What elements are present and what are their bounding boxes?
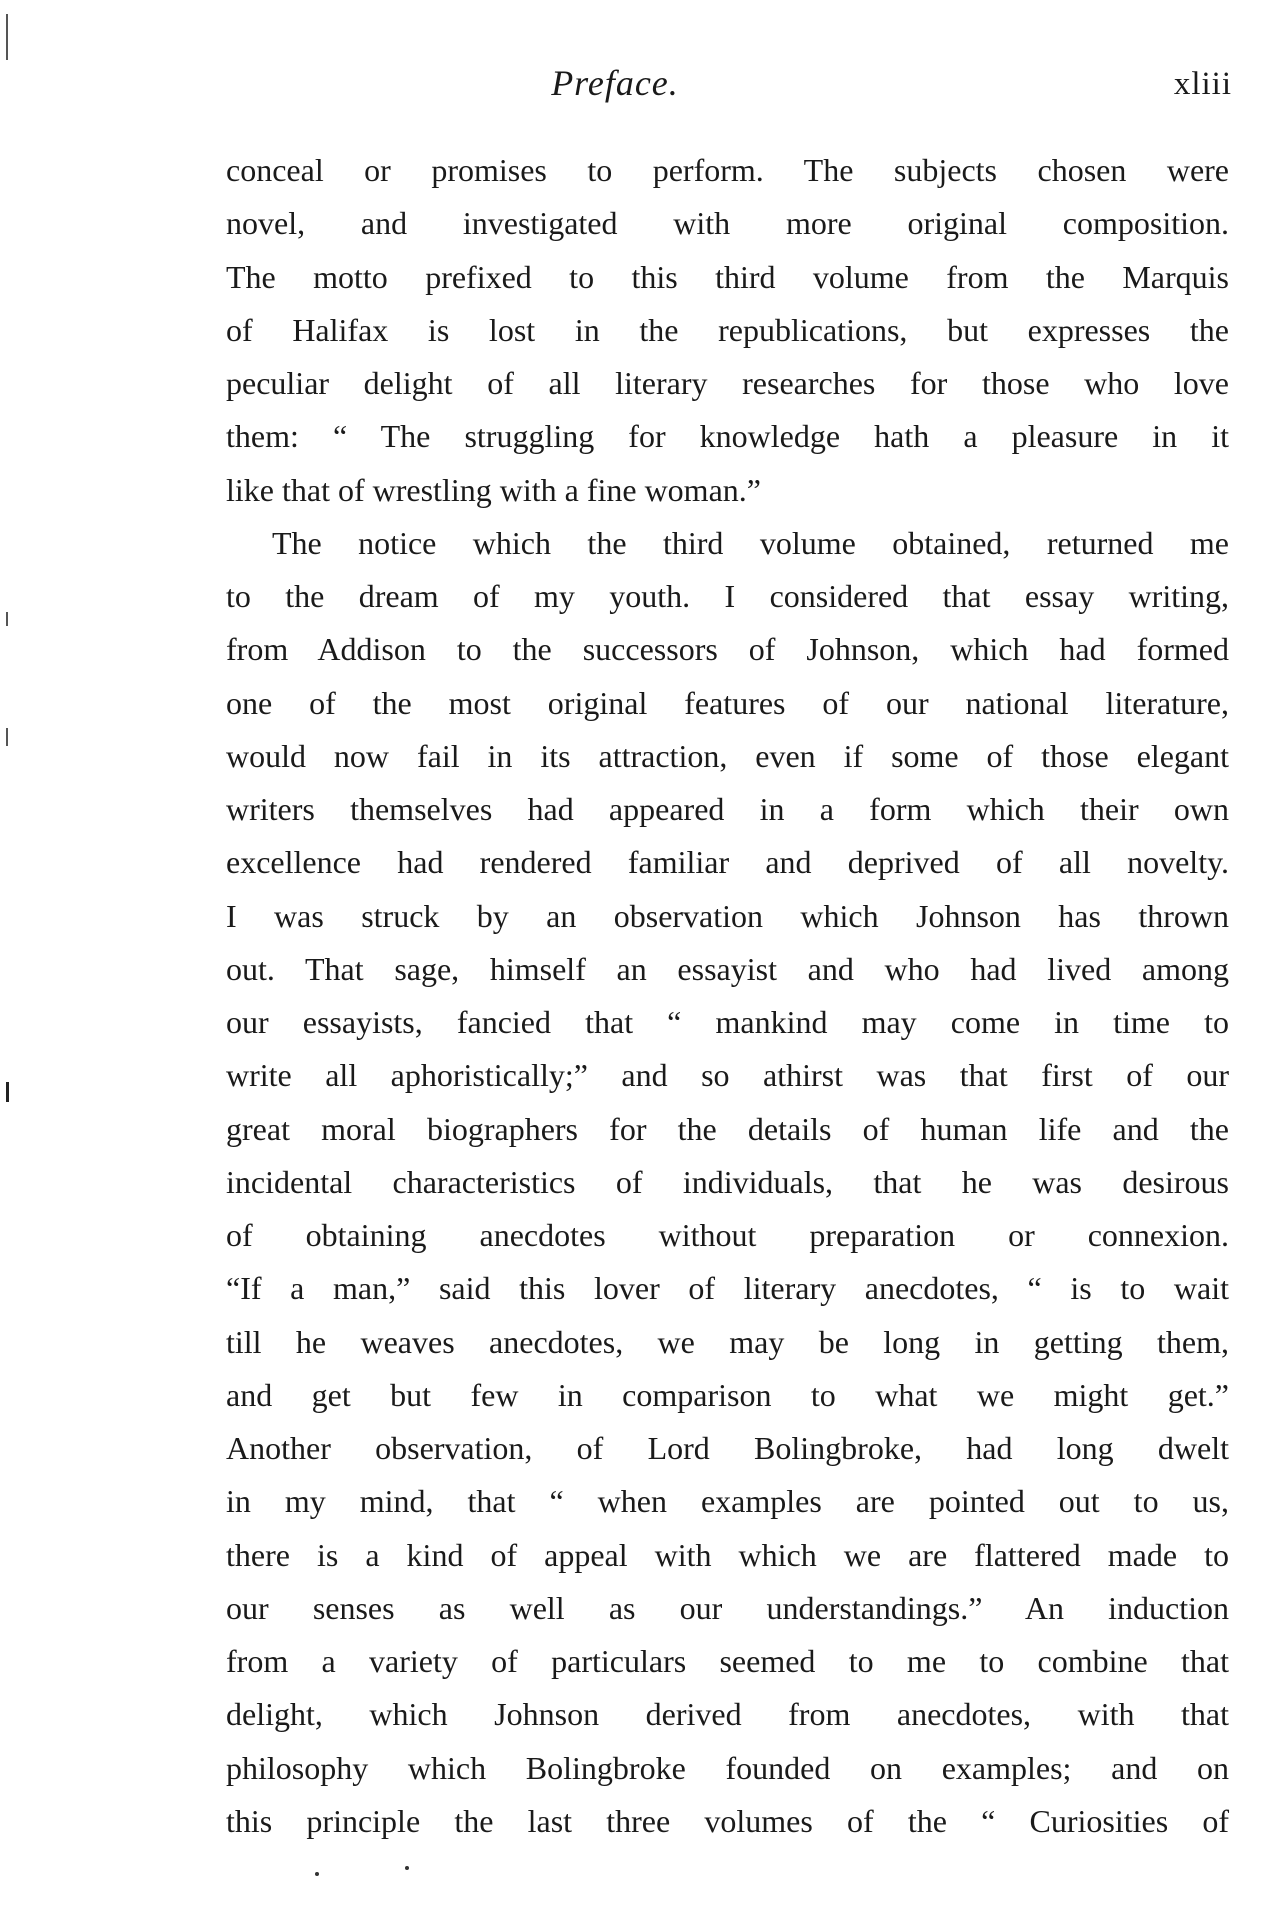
- scan-mark: [6, 1082, 9, 1102]
- body-text: [226, 144, 1229, 1848]
- text-line: delight, which Johnson derived from anecdotes, with that: [226, 1696, 1229, 1733]
- text-line: and get but few in comparison to what we might get.”: [226, 1376, 1229, 1413]
- text-line: this principle the last three volumes of the “ Curiosities of: [226, 1802, 1229, 1839]
- text-line: writers themselves had appeared in a form which their own: [226, 791, 1229, 827]
- text-line: out. That sage, himself an essayist and who had lived among: [226, 950, 1229, 987]
- text-line: to the dream of my youth. I considered that essay writing,: [226, 578, 1229, 614]
- text-line: our essayists, fancied that “ mankind may come in time to: [226, 1004, 1229, 1040]
- text-line: conceal or promises to perform. The subjects chosen were: [226, 152, 1229, 188]
- text-line: from a variety of particulars seemed to me to combine that: [226, 1643, 1229, 1679]
- text-line: “If a man,” said this lover of literary anecdotes, “ is to wait: [226, 1270, 1229, 1307]
- text-line: novel, and investigated with more original composition.: [226, 205, 1229, 242]
- text-line: The motto prefixed to this third volume from the Marquis: [226, 258, 1229, 295]
- text-line: excellence had rendered familiar and deprived of all novelty.: [226, 844, 1229, 881]
- text-line: Another observation, of Lord Bolingbroke, had long dwelt: [226, 1430, 1229, 1466]
- text-line: there is a kind of appeal with which we are flattered made to: [226, 1536, 1229, 1573]
- text-line: write all aphoristically;” and so athirst was that first of our: [226, 1057, 1229, 1094]
- text-line: from Addison to the successors of Johnson, which had formed: [226, 631, 1229, 668]
- scan-dot: [405, 1866, 409, 1870]
- text-line: of obtaining anecdotes without preparation or connexion.: [226, 1217, 1229, 1253]
- text-line: one of the most original features of our national literature,: [226, 684, 1229, 721]
- text-line: peculiar delight of all literary researches for those who love: [226, 365, 1229, 401]
- text-line: like that of wrestling with a fine woman.”: [226, 471, 761, 508]
- text-line: our senses as well as our understandings.” An induction: [226, 1589, 1229, 1626]
- scan-dot: [315, 1872, 319, 1876]
- text-line: them: “ The struggling for knowledge hath a pleasure in it: [226, 418, 1229, 455]
- scan-mark: [6, 728, 8, 746]
- text-line: in my mind, that “ when examples are pointed out to us,: [226, 1483, 1229, 1520]
- text-line: incidental characteristics of individuals, that he was desirous: [226, 1163, 1229, 1200]
- paragraph-start: The notice which the third volume obtained, returned me: [272, 524, 1229, 561]
- text-line: I was struck by an observation which Johnson has thrown: [226, 897, 1229, 934]
- page-number: xliii: [1173, 66, 1232, 102]
- text-line: would now fail in its attraction, even if some of those elegant: [226, 737, 1229, 774]
- scan-mark: [6, 612, 8, 626]
- text-line: till he weaves anecdotes, we may be long in getting them,: [226, 1323, 1229, 1360]
- text-line: of Halifax is lost in the republications, but expresses the: [226, 311, 1229, 348]
- scan-mark: [6, 14, 8, 60]
- text-line: philosophy which Bolingbroke founded on examples; and on: [226, 1749, 1229, 1786]
- page-title: Preface.: [551, 63, 679, 103]
- text-line: great moral biographers for the details of human life and the: [226, 1110, 1229, 1147]
